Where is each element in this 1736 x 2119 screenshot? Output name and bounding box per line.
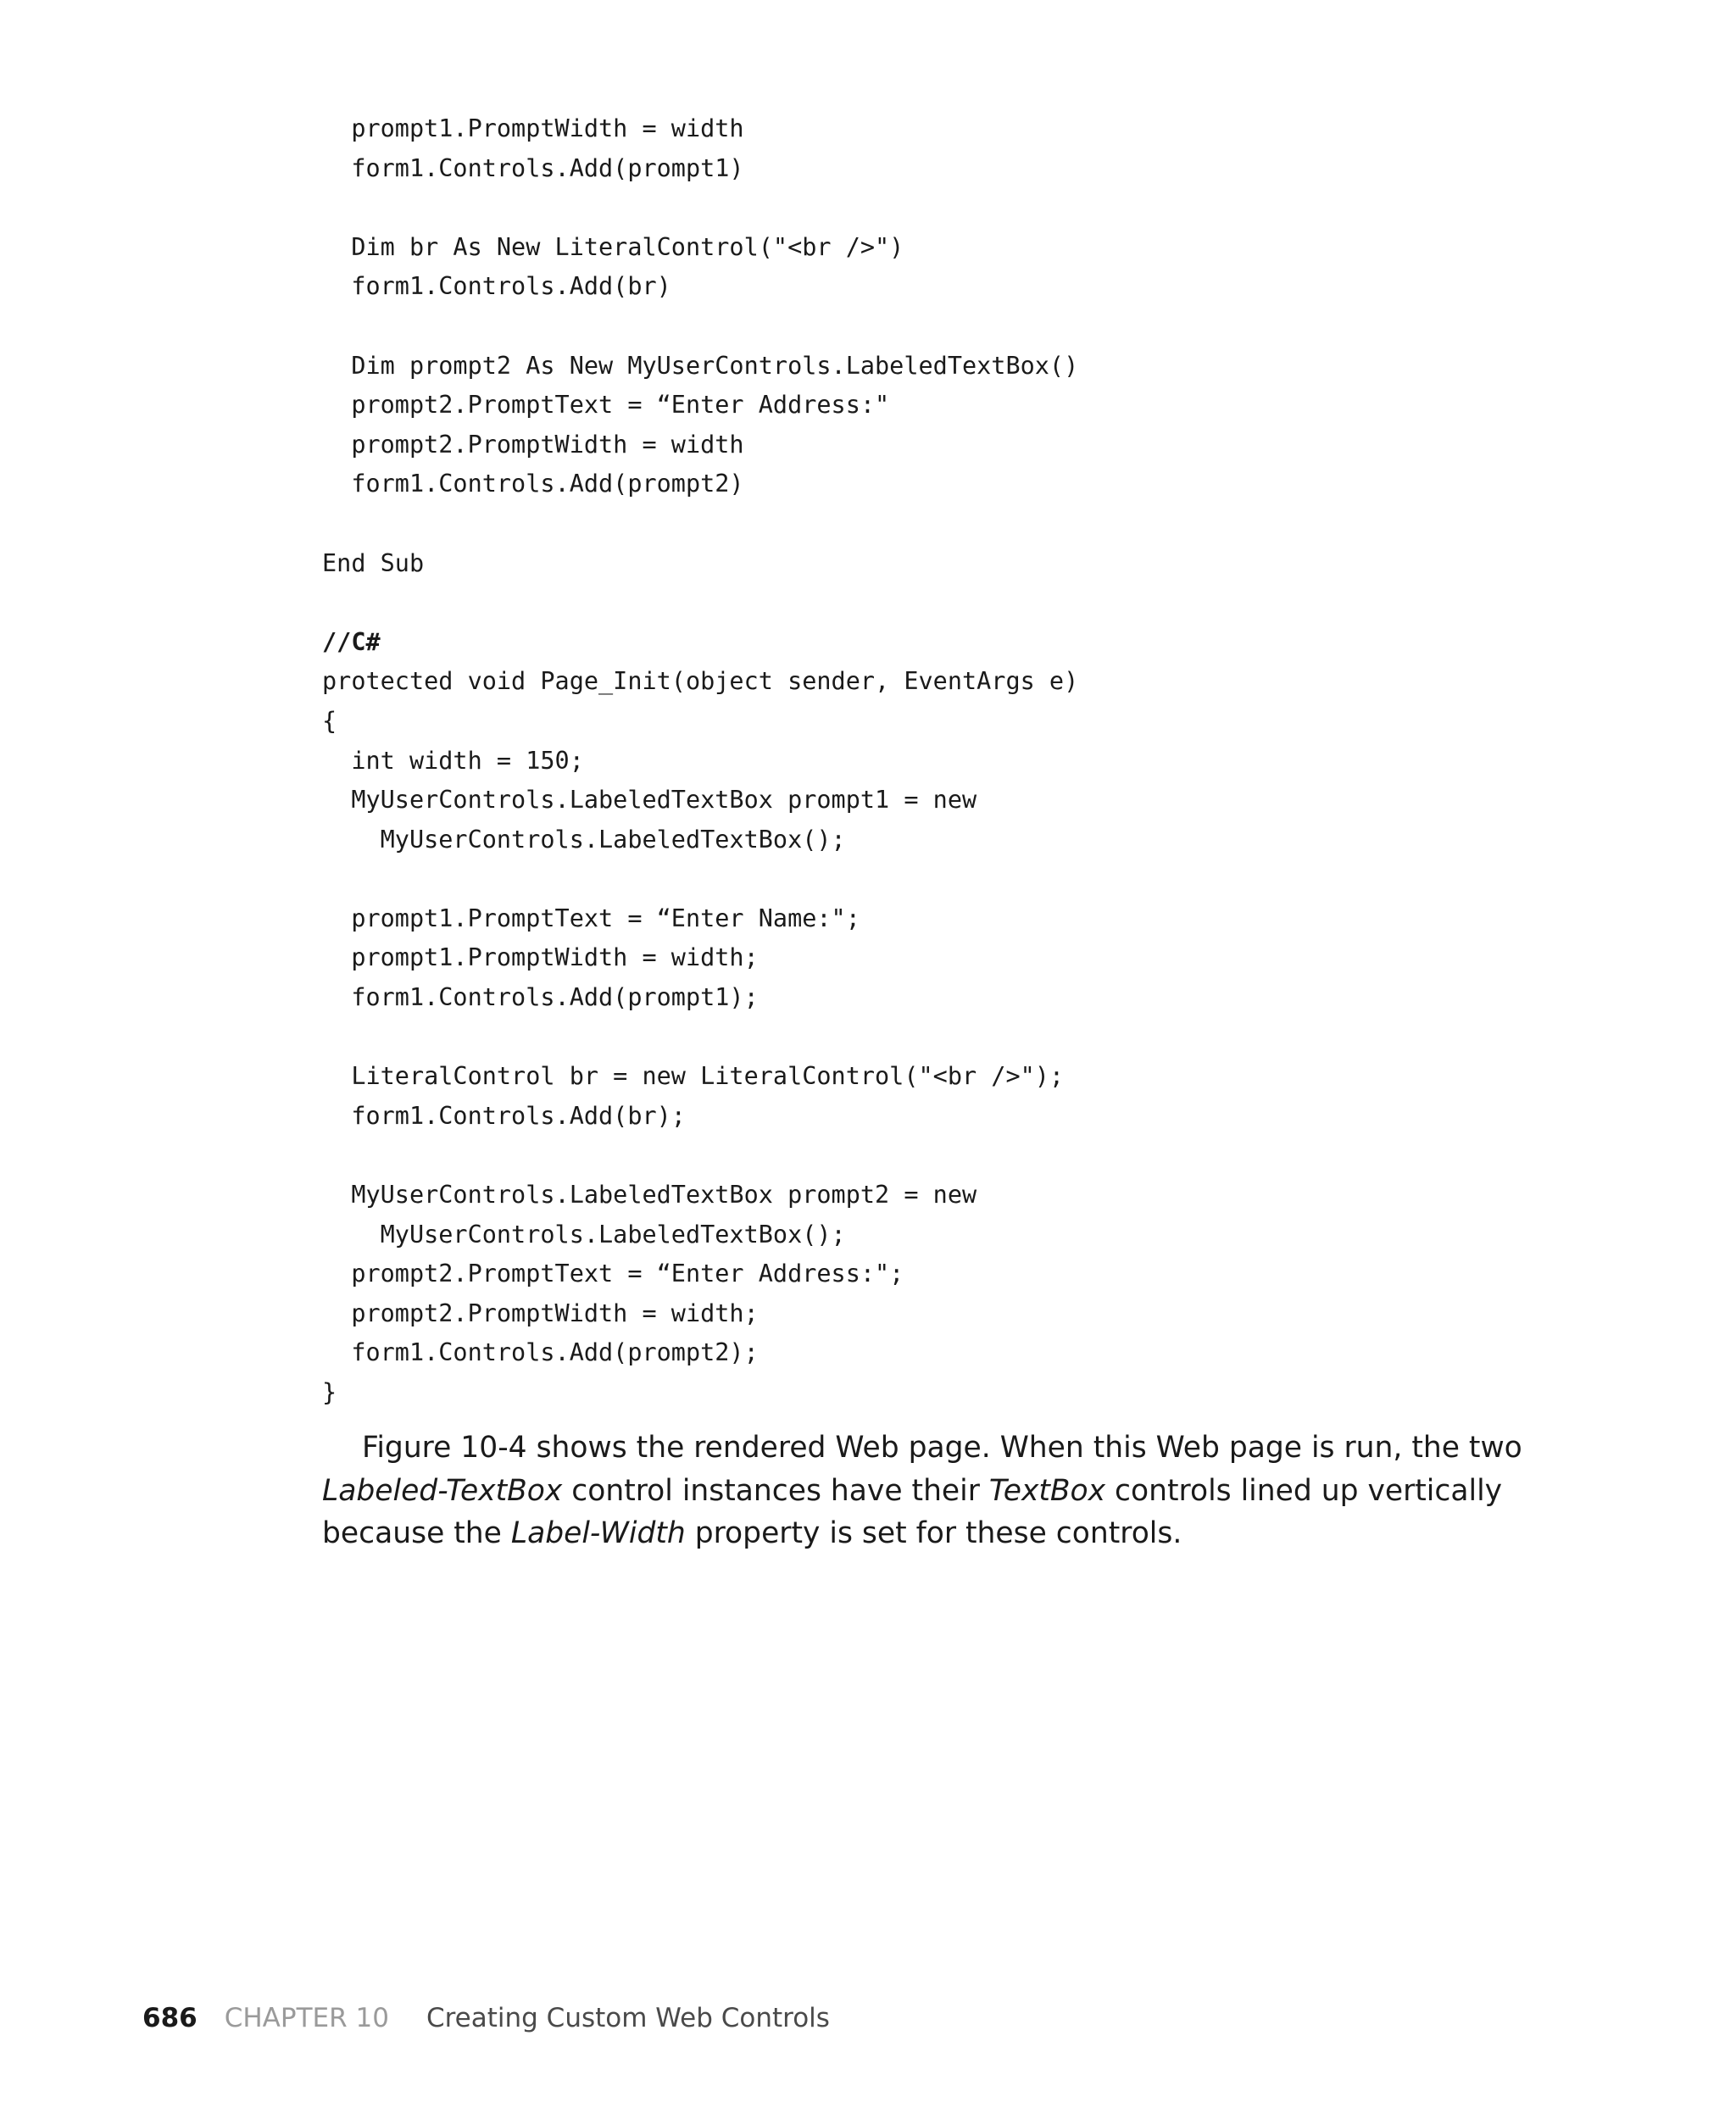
code-line [322, 859, 1078, 899]
code-line: form1.Controls.Add(br); [322, 1101, 686, 1130]
paragraph-text: property is set for these controls. [685, 1516, 1182, 1550]
paragraph-text: Figure 10-4 shows the rendered Web page. When this Web page is run, the two [362, 1431, 1522, 1465]
code-line: prompt1.PromptWidth = width [322, 114, 744, 142]
paragraph-text: controls lined up vertically because the [322, 1473, 1503, 1550]
paragraph-italic-term: TextBox [988, 1473, 1106, 1508]
code-line: LiteralControl br = new LiteralControl("<br />"); [322, 1062, 1065, 1091]
code-line: form1.Controls.Add(br) [322, 272, 671, 301]
paragraph-text: control instances have their [562, 1473, 989, 1508]
paragraph-italic-term: Labeled-TextBox [322, 1473, 563, 1508]
code-line: Dim br As New LiteralControl("<br />") [322, 232, 904, 261]
chapter-label: CHAPTER 10 [224, 2003, 389, 2033]
code-line [322, 583, 1078, 623]
code-line: form1.Controls.Add(prompt2); [322, 1338, 759, 1367]
code-line: Dim prompt2 As New MyUserControls.LabeledTextBox() [322, 351, 1079, 380]
code-line: MyUserControls.LabeledTextBox(); [322, 825, 846, 854]
code-line: MyUserControls.LabeledTextBox prompt1 = new [322, 786, 977, 815]
code-line [322, 1018, 1078, 1058]
paragraph-italic-term: Label-Width [510, 1516, 686, 1550]
code-line: MyUserControls.LabeledTextBox prompt2 = new [322, 1181, 977, 1210]
code-line: form1.Controls.Add(prompt1) [322, 153, 744, 182]
code-line: prompt2.PromptWidth = width [322, 430, 744, 459]
code-line [322, 307, 1078, 347]
code-line: { [322, 706, 337, 735]
code-line: int width = 150; [322, 746, 584, 775]
code-line: prompt2.PromptText = “Enter Address:"; [322, 1260, 904, 1288]
code-line: form1.Controls.Add(prompt2) [322, 470, 744, 498]
body-paragraph [322, 1427, 1534, 1555]
code-line: MyUserControls.LabeledTextBox(); [322, 1220, 846, 1249]
page-number: 686 [142, 2003, 198, 2033]
code-line: prompt2.PromptWidth = width; [322, 1299, 759, 1327]
code-listing [322, 109, 1078, 1413]
code-line: form1.Controls.Add(prompt1); [322, 983, 759, 1012]
code-line: } [322, 1378, 337, 1406]
code-line: protected void Page_Init(object sender, EventArgs e) [322, 667, 1079, 696]
code-line [322, 1136, 1078, 1176]
code-line [322, 504, 1078, 544]
code-language-comment: //C# [322, 627, 381, 656]
chapter-title: Creating Custom Web Controls [426, 2003, 830, 2033]
code-line: prompt1.PromptWidth = width; [322, 943, 759, 972]
code-line [322, 188, 1078, 228]
code-line: prompt2.PromptText = “Enter Address:" [322, 391, 890, 420]
page-footer [142, 2001, 830, 2035]
code-line: prompt1.PromptText = “Enter Name:"; [322, 904, 860, 932]
code-line: End Sub [322, 548, 425, 577]
